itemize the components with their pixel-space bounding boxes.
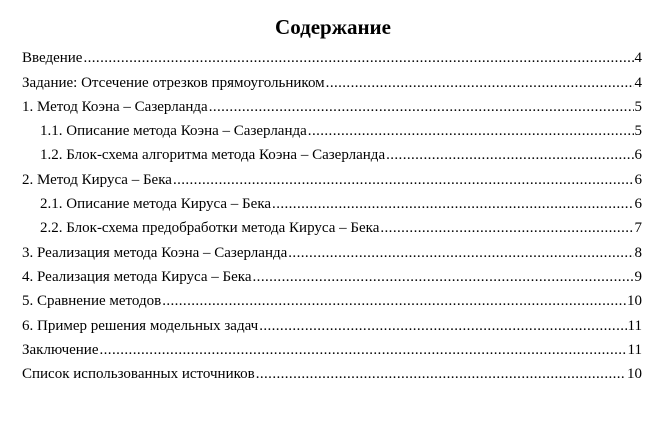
- toc-entry-section-2: [22, 164, 642, 188]
- toc-entry-page-number: 4: [634, 50, 642, 67]
- toc-entry-section-2-1: [22, 189, 642, 213]
- toc-dot-leader: [253, 268, 634, 286]
- toc-entry-page-number: 10: [627, 366, 642, 383]
- toc-dot-leader: [162, 292, 626, 310]
- toc-entry-label: Список использованных источников: [22, 366, 255, 383]
- toc-entry-section-4: [22, 262, 642, 286]
- toc-entry-label: 2. Метод Кируса – Бека: [22, 171, 172, 188]
- toc-entry-page-number: 4: [634, 74, 642, 91]
- toc-entry-label: 1.1. Описание метода Коэна – Сазерланда: [40, 123, 307, 140]
- toc-entry-section-5: [22, 286, 642, 310]
- toc-entry-page-number: 11: [627, 341, 642, 358]
- toc-entry-page-number: 6: [634, 171, 642, 188]
- toc-entry-introduction: [22, 43, 642, 67]
- toc-entry-label: Задание: Отсечение отрезков прямоугольником: [22, 74, 325, 91]
- toc-entry-page-number: 5: [634, 123, 642, 140]
- toc-entry-label: 2.2. Блок-схема предобработки метода Кируса – Бека: [40, 220, 380, 237]
- toc-dot-leader: [256, 365, 626, 383]
- toc-entry-label: 5. Сравнение методов: [22, 293, 162, 310]
- toc-dot-leader: [272, 195, 633, 213]
- toc-entry-section-1: [22, 92, 642, 116]
- toc-entry-page-number: 10: [627, 293, 642, 310]
- toc-entry-section-1-1: [22, 116, 642, 140]
- toc-dot-leader: [386, 146, 633, 164]
- toc-dot-leader: [380, 219, 633, 237]
- toc-dot-leader: [209, 98, 634, 116]
- toc-entry-section-1-2: [22, 140, 642, 164]
- toc-entry-task: [22, 67, 642, 91]
- toc-dot-leader: [100, 341, 627, 359]
- toc-entry-page-number: 7: [634, 220, 642, 237]
- toc-entry-label: 2.1. Описание метода Кируса – Бека: [40, 196, 272, 213]
- toc-entry-label: Введение: [22, 50, 83, 67]
- toc-entry-page-number: 5: [634, 98, 642, 115]
- page-title: Содержание: [275, 15, 391, 39]
- toc-entry-page-number: 9: [634, 268, 642, 285]
- toc-entry-label: 6. Пример решения модельных задач: [22, 317, 259, 334]
- toc-entry-label: 4. Реализация метода Кируса – Бека: [22, 268, 252, 285]
- toc-entry-label: 1. Метод Коэна – Сазерланда: [22, 98, 208, 115]
- toc-entry-label: 1.2. Блок-схема алгоритма метода Коэна – Сазерланда: [40, 147, 386, 164]
- toc-entry-section-6: [22, 310, 642, 334]
- toc-dot-leader: [308, 122, 634, 140]
- toc-dot-leader: [259, 317, 626, 335]
- toc-entry-page-number: 8: [634, 244, 642, 261]
- toc-entry-conclusion: [22, 335, 642, 359]
- toc-entry-page-number: 6: [634, 196, 642, 213]
- toc-dot-leader: [326, 74, 634, 92]
- toc-entry-page-number: 6: [634, 147, 642, 164]
- toc-dot-leader: [288, 244, 633, 262]
- toc-dot-leader: [173, 171, 634, 189]
- toc-entry-section-2-2: [22, 213, 642, 237]
- toc-entry-references: [22, 359, 642, 383]
- toc-dot-leader: [83, 49, 633, 67]
- toc-entry-page-number: 11: [627, 317, 642, 334]
- table-of-contents: [22, 43, 642, 383]
- toc-entry-label: 3. Реализация метода Коэна – Сазерланда: [22, 244, 288, 261]
- toc-entry-label: Заключение: [22, 341, 99, 358]
- toc-entry-section-3: [22, 237, 642, 261]
